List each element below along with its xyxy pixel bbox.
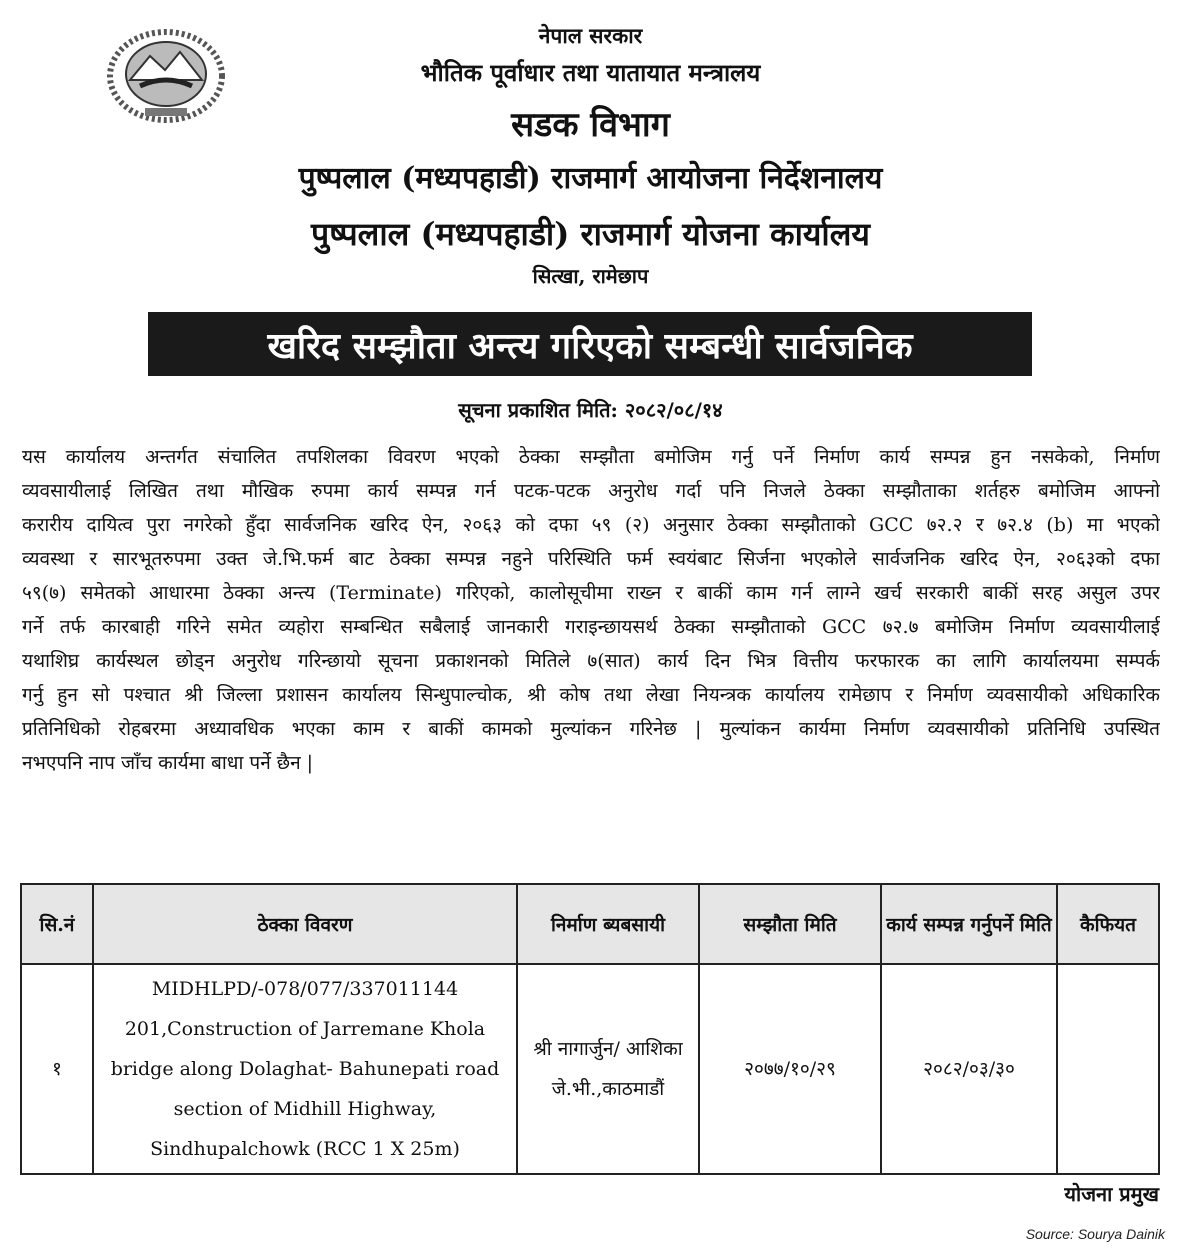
header-directorate: पुष्पलाल (मध्यपहाडी) राजमार्ग आयोजना निर्देशनालय	[298, 161, 883, 196]
col-serial: सि.नं	[21, 884, 93, 964]
table-row	[21, 964, 1159, 1174]
cell-contractor: श्री नागार्जुन/ आशिका जे.भी.,काठमाडौं	[517, 964, 699, 1174]
table-header-row	[21, 884, 1159, 964]
source-credit: Source: Sourya Dainik	[1025, 1226, 1165, 1242]
col-contract-details: ठेक्का विवरण	[93, 884, 517, 964]
cell-agreement-date: २०७७/१०/२९	[699, 964, 881, 1174]
body-line: गर्ने तर्फ कारबाही गरिने समेत व्यहोरा सम्बन्धित सबैलाई जानकारी गराइन्छायसर्थ ठेक्का सम्झौताको GCC ७२.७ बमोजिम निर्माण व्यवसायीलाई	[22, 616, 1160, 638]
notice-body	[22, 440, 1160, 780]
signature-title: योजना प्रमुख	[1064, 1182, 1159, 1206]
body-line: यथाशिघ्र कार्यस्थल छोड्न अनुरोध गरिन्छायो सूचना प्रकाशनको मितिले ७(सात) कार्य दिन भित्र वित्तीय फरफारक का लागि कार्यालयमा सम्पर्क	[22, 650, 1160, 672]
cell-completion-date: २०८२/०३/३०	[881, 964, 1057, 1174]
contract-table	[20, 883, 1160, 1175]
col-contractor: निर्माण ब्यबसायी	[517, 884, 699, 964]
body-line: नभएपनि नाप जाँच कार्यमा बाधा पर्ने छैन |	[22, 752, 314, 774]
body-line: ५९(७) समेतको आधारमा ठेक्का अन्त्य (Terminate) गरिएको, कालोसूचीमा राख्न र बाकीं काम गर्न लाग्ने खर्च सरकारी बाकीं सरह असुल उपर	[22, 582, 1160, 604]
notice-title-banner: खरिद सम्झौता अन्त्य गरिएको सम्बन्धी सार्वजनिक	[148, 312, 1032, 376]
header-department: सडक विभाग	[511, 105, 670, 145]
col-completion-date: कार्य सम्पन्न गर्नुपर्ने मिति	[881, 884, 1057, 964]
header-location: सित्खा, रामेछाप	[532, 264, 649, 288]
body-line: व्यवस्था र सारभूतरुपमा उक्त जे.भि.फर्म बाट ठेक्का सम्पन्न नहुने परिस्थिति फर्म स्वयंबाट सिर्जना भएकोले सार्वजनिक खरिद ऐन, २०६३को दफा	[22, 548, 1160, 570]
body-line: गर्नु हुन सो पश्चात श्री जिल्ला प्रशासन कार्यालय सिन्धुपाल्चोक, श्री कोष तथा लेखा नियन्त्रक कार्यालय रामेछाप र निर्माण व्यवसायीको अधिकारिक	[22, 684, 1160, 706]
body-line: यस कार्यालय अन्तर्गत संचालित तपशिलका विवरण भएको ठेक्का सम्झौता बमोजिम गर्नु पर्ने निर्माण कार्य सम्पन्न हुन नसकेको, निर्माण	[22, 446, 1160, 468]
col-agreement-date: सम्झौता मिति	[699, 884, 881, 964]
col-remarks: कैफियत	[1057, 884, 1159, 964]
cell-contract-details: MIDHLPD/-078/077/337011144 201,Construction of Jarremane Khola bridge along Dolaghat- Bahunepati road section of Midhill Highway, Sindhupalchowk (RCC 1 X 25m)	[93, 964, 517, 1174]
published-date: सूचना प्रकाशित मिति: २०८२/०८/१४	[458, 398, 723, 422]
header-government: नेपाल सरकार	[538, 23, 643, 48]
body-line: व्यवसायीलाई लिखित तथा मौखिक रुपमा कार्य सम्पन्न गर्न पटक-पटक अनुरोध गर्दा पनि निजले ठेक्का सम्झौताका शर्तहरु बमोजिम आफ्नो	[22, 480, 1160, 502]
cell-serial: १	[21, 964, 93, 1174]
body-line: करारीय दायित्व पुरा नगरेको हुँदा सार्वजनिक खरिद ऐन, २०६३ को दफा ५९ (२) अनुसार ठेक्का सम्झौताको GCC ७२.२ र ७२.४ (b) मा भएको	[22, 514, 1160, 536]
header-office: पुष्पलाल (मध्यपहाडी) राजमार्ग योजना कार्यालय	[311, 215, 870, 253]
header-ministry: भौतिक पूर्वाधार तथा यातायात मन्त्रालय	[420, 58, 761, 87]
cell-remarks	[1057, 964, 1159, 1174]
body-line: प्रतिनिधिको रोहबरमा अध्यावधिक भएका काम र बाकीं कामको मुल्यांकन गरिनेछ | मुल्यांकन कार्यमा निर्माण व्यवसायीको प्रतिनिधि उपस्थित	[22, 718, 1160, 740]
